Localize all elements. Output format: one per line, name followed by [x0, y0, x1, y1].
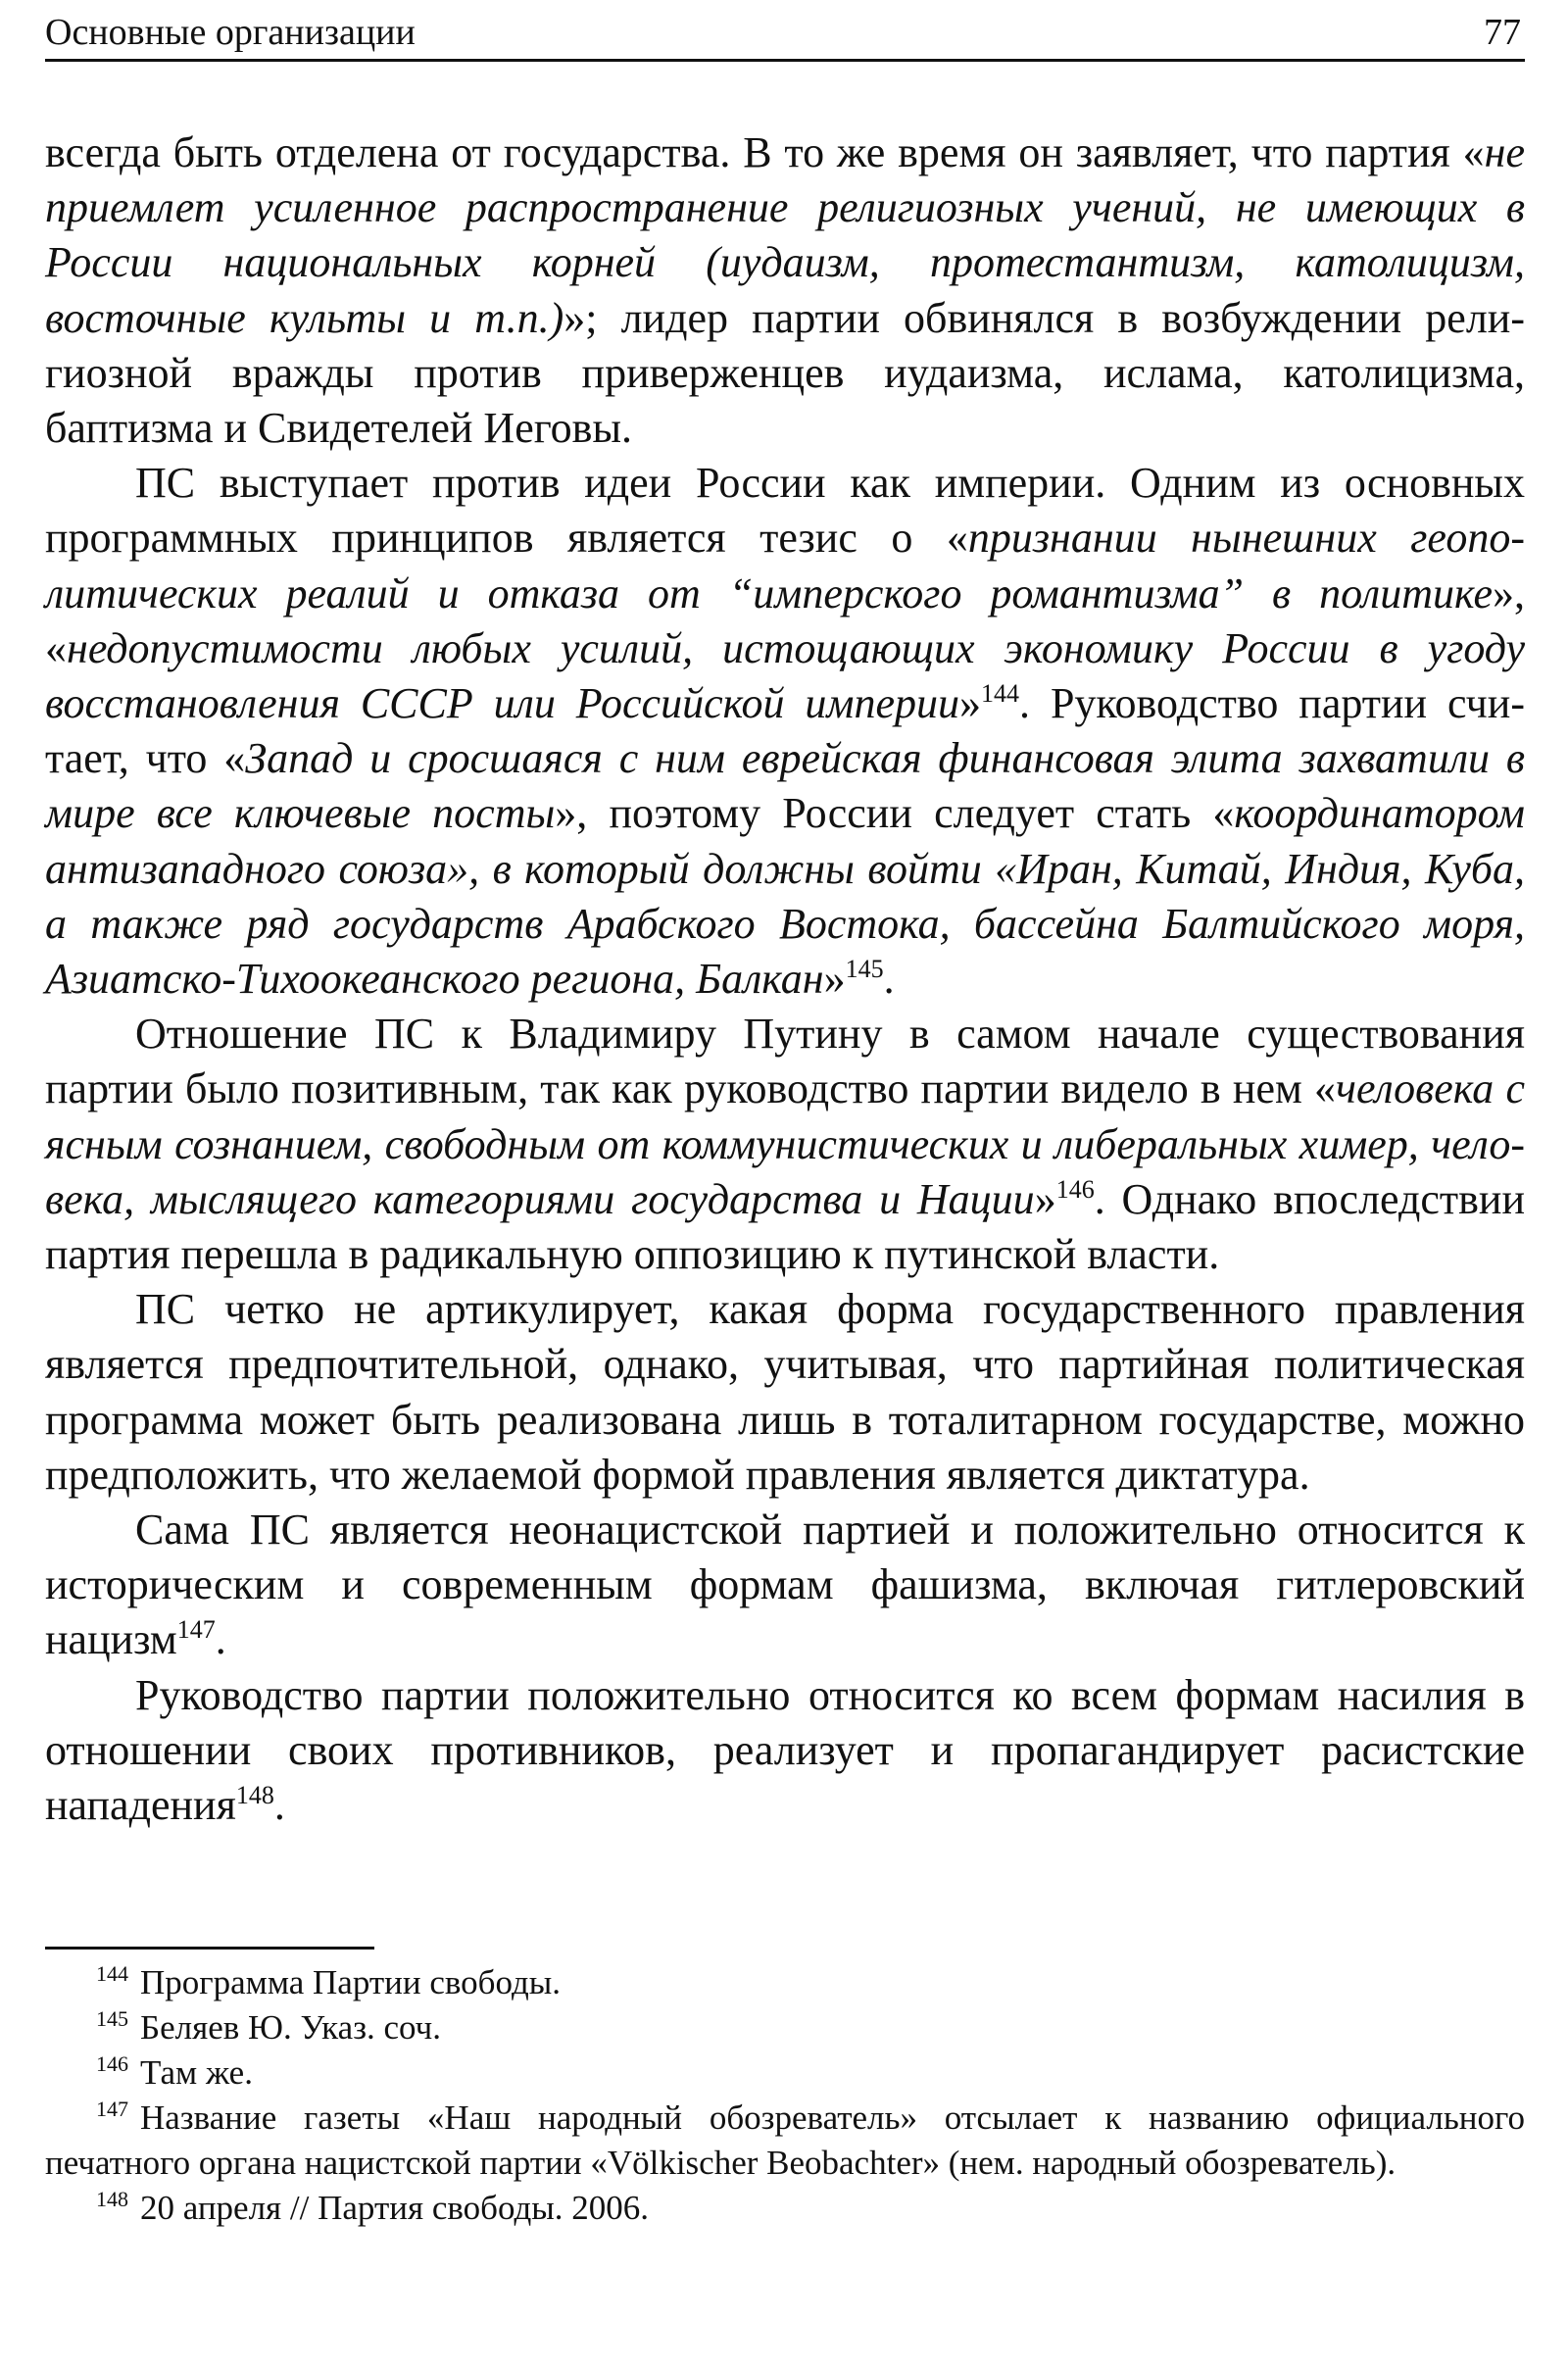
paragraph	[45, 1503, 1525, 1668]
text-run: »	[823, 955, 846, 1004]
footnote-ref: 146	[1055, 1174, 1095, 1204]
text-run: Отношение ПС к Владимиру Путину в самом начале существования партии было позитивным, так как руководство партии видело в нем «	[45, 1010, 1525, 1113]
paragraph	[45, 1007, 1525, 1282]
page-number: 77	[1484, 12, 1521, 53]
paragraph	[45, 1282, 1525, 1503]
text-run: . Руководство партии считает, что «	[45, 679, 1525, 783]
footnote-number: 145	[96, 2006, 128, 2031]
text-run: всегда быть отделена от государства. В то же время он заявляет, что партия «	[45, 128, 1485, 176]
text-run: », «	[45, 568, 1525, 672]
footnote-number: 146	[96, 2051, 128, 2076]
text-run: .	[883, 955, 895, 1004]
text-run: »	[1034, 1174, 1056, 1223]
footnote	[45, 2050, 1525, 2096]
paragraph	[45, 125, 1525, 456]
footnote-text: 20 апреля // Партия свободы. 2006.	[140, 2189, 650, 2227]
running-head	[45, 4, 1525, 62]
footnote-number: 144	[96, 1961, 128, 1986]
running-title: Основные организации	[45, 12, 416, 53]
text-run: ПС четко не артикулирует, какая форма государственного правления является предпочтительной, однако, учитывая, что партийная политическая программа может быть реализована лишь в тоталитарном государстве, можно предположить, что желаемой формой правления является диктатура.	[45, 1285, 1525, 1499]
text-run: »; лидер партии обвинялся в возбуждении религиозной вражды против приверженцев иудаизма, ислама, католицизма, баптизма и Свидетелей Иеговы.	[45, 293, 1526, 453]
footnote-ref: 147	[176, 1615, 216, 1645]
text-run: . Однако впоследствии партия перешла в радикальную оппозицию к путинской власти.	[45, 1174, 1525, 1279]
body-text	[45, 125, 1525, 1833]
quoted-text: человека с ясным сознанием, свободным от коммунистических и либеральных химер, человека, мыслящего категориями государства и Нации	[45, 1064, 1525, 1223]
footnote-number: 147	[96, 2097, 128, 2121]
footnote-text: Беляев Ю. Указ. соч.	[140, 2008, 442, 2047]
footnote	[45, 2005, 1525, 2050]
footnote	[45, 1960, 1525, 2005]
footnote-separator	[45, 1947, 374, 1950]
text-run: »	[959, 679, 982, 728]
footnote-number: 148	[96, 2187, 128, 2211]
footnote-text: Название газеты «Наш народный обозреватель» отсылает к названию официального печатного органа нацистской партии «Völkischer Beobachter» (нем. народный обозреватель).	[45, 2098, 1525, 2182]
quoted-text: недопустимости любых усилий, истощающих экономику России в угоду восстановления СССР или Российской империи	[45, 623, 1525, 728]
quoted-text: признании нынешних геополитических реалий и отказа от “имперского романтизма” в политике	[45, 514, 1526, 617]
footnote-text: Программа Партии свободы.	[140, 1963, 562, 2001]
paragraph	[45, 1668, 1525, 1834]
text-run: .	[215, 1615, 226, 1664]
text-run: Руководство партии положительно относится ко всем формам насилия в отношении своих противников, реализует и пропагандирует расистские нападения	[45, 1670, 1525, 1830]
paragraph	[45, 456, 1525, 1007]
footnote-ref: 148	[235, 1781, 274, 1810]
quoted-text: не приемлет усиленное распространение религиозных учений, не имеющих в России национальных корней (иудаизм, протестантизм, католицизм, восточные культы и т.п.)	[45, 128, 1525, 342]
text-run: .	[273, 1781, 285, 1830]
quoted-text: координатором антизападного союза», в который должны войти «Иран, Китай, Индия, Куба, а также ряд государств Арабского Востока, бассейна Балтийского моря, Азиатско-Тихоокеанского региона, Балкан	[45, 789, 1526, 1004]
footnote	[45, 2096, 1525, 2186]
footnote-ref: 145	[845, 955, 884, 984]
footnote-ref: 144	[981, 679, 1020, 709]
footnote-text: Там же.	[140, 2053, 253, 2092]
footnote	[45, 2186, 1525, 2231]
text-run: Сама ПС является неонацистской партией и положительно относится к историческим и современным формам фашизма, включая гитлеровский нацизм	[45, 1506, 1525, 1664]
text-run: », поэтому России следует стать «	[555, 789, 1235, 838]
quoted-text: Запад и сросшаяся с ним еврейская финансовая элита захватили в мире все ключевые посты	[45, 734, 1525, 838]
footnotes	[45, 1960, 1525, 2231]
text-run: ПС выступает против идеи России как империи. Одним из основных программных принципов является тезис о «	[45, 459, 1525, 563]
